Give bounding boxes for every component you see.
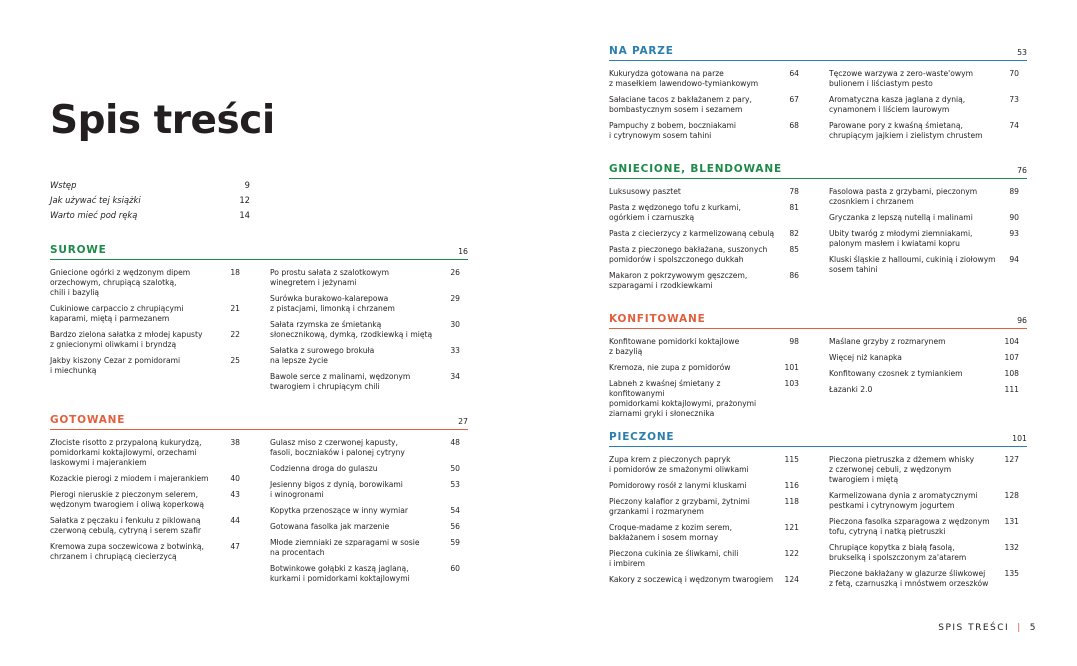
toc-entry[interactable] — [270, 522, 460, 532]
toc-column-left — [609, 69, 799, 147]
toc-entry[interactable] — [270, 320, 460, 340]
toc-entry-page: 29 — [450, 294, 460, 303]
toc-entry[interactable] — [270, 294, 460, 314]
page-footer — [938, 623, 1037, 633]
toc-entry-title: Surówka burakowo-kalarepowa z pistacjami, limonką i chrzanem — [270, 294, 395, 313]
toc-entry-page: 121 — [784, 523, 799, 532]
toc-entry-page: 89 — [1009, 187, 1019, 196]
toc-entry-page: 60 — [450, 564, 460, 573]
toc-entry-title: Croque-madame z kozim serem, bakłażanem i sosem mornay — [609, 523, 733, 542]
section-header[interactable] — [609, 163, 1027, 179]
toc-entry[interactable] — [609, 187, 799, 197]
toc-entry[interactable] — [50, 438, 240, 468]
section-page: 96 — [1017, 316, 1027, 325]
section-title: KONFITOWANE — [609, 313, 706, 325]
toc-entry-title: Sałatka z pęczaku i fenkułu z piklowaną czerwoną cebulą, cytryną i serem szafir — [50, 516, 201, 535]
toc-entry-title: Kremowa zupa soczewicowa z botwinką, chrzanem i chrupiącą ciecierzycą — [50, 542, 204, 561]
toc-entry-page: 53 — [450, 480, 460, 489]
toc-entry-title: Zupa krem z pieczonych papryk i pomidorów ze smażonymi oliwkami — [609, 455, 749, 474]
toc-entry[interactable] — [609, 575, 799, 585]
intro-list — [50, 178, 250, 223]
toc-entry-title: Jesienny bigos z dynią, borowikami i winogronami — [270, 480, 403, 499]
toc-entry-title: Po prostu sałata z szalotkowym winegretem i jeżynami — [270, 268, 390, 287]
toc-entry[interactable] — [609, 523, 799, 543]
toc-entry[interactable] — [50, 516, 240, 536]
section-page: 101 — [1012, 434, 1027, 443]
toc-entry[interactable] — [270, 268, 460, 288]
intro-item-page: 9 — [244, 180, 250, 190]
footer-divider: | — [1017, 623, 1022, 633]
toc-entry-title: Botwinkowe gołąbki z kaszą jaglaną, kurkami i pomidorkami koktajlowymi — [270, 564, 410, 583]
toc-entry[interactable] — [829, 255, 1019, 275]
intro-item[interactable] — [50, 178, 250, 193]
toc-entry[interactable] — [609, 337, 799, 357]
toc-entry-page: 85 — [789, 245, 799, 254]
toc-entry[interactable] — [50, 356, 240, 376]
toc-entry[interactable] — [609, 121, 799, 141]
toc-entry[interactable] — [829, 353, 1019, 363]
toc-entry-page: 56 — [450, 522, 460, 531]
toc-entry-title: Pieczone bakłażany w glazurze śliwkowej z fetą, czarnuszką i mnóstwem orzeszków — [829, 569, 989, 588]
section-page: 53 — [1017, 48, 1027, 57]
intro-item-label: Wstęp — [50, 180, 77, 190]
toc-entry[interactable] — [829, 229, 1019, 249]
toc-entry[interactable] — [829, 369, 1019, 379]
section-gniecione — [609, 163, 1027, 290]
toc-entry-page: 135 — [1004, 569, 1019, 578]
toc-entry-title: Cukiniowe carpaccio z chrupiącymi kaparami, miętą i parmezanem — [50, 304, 184, 323]
toc-entry[interactable] — [270, 372, 460, 392]
toc-entry-title: Gulasz miso z czerwonej kapusty, fasoli, boczniaków i palonej cytryny — [270, 438, 405, 457]
toc-entry[interactable] — [609, 271, 799, 291]
toc-entry-title: Parowane pory z kwaśną śmietaną, chrupiącym jajkiem i zielistym chrustem — [829, 121, 983, 140]
toc-entry-title: Więcej niż kanapka — [829, 353, 902, 362]
page-title: Spis treści — [50, 98, 275, 143]
toc-entry-title: Gniecione ogórki z wędzonym dipem orzechowym, chrupiącą szalotką, chili i bazylią — [50, 268, 191, 297]
toc-entry-title: Pomidorowy rosół z lanymi kluskami — [609, 481, 747, 490]
toc-entry-title: Aromatyczna kasza jaglana z dynią, cynamonem i liściem laurowym — [829, 95, 966, 114]
toc-column-right — [829, 187, 1019, 281]
toc-entry-page: 103 — [784, 379, 799, 388]
toc-entry-page: 111 — [1004, 385, 1019, 394]
section-title: NA PARZE — [609, 45, 674, 57]
toc-entry-title: Pasta z wędzonego tofu z kurkami, ogórkiem i czarnuszką — [609, 203, 741, 222]
toc-entry[interactable] — [270, 538, 460, 558]
toc-entry[interactable] — [609, 549, 799, 569]
toc-entry-title: Kopytka przenoszące w inny wymiar — [270, 506, 409, 515]
toc-entry-page: 47 — [230, 542, 240, 551]
toc-entry-page: 98 — [789, 337, 799, 346]
intro-item-label: Jak używać tej książki — [50, 195, 141, 205]
toc-entry-title: Sałatka z surowego brokuła na lepsze życie — [270, 346, 375, 365]
toc-entry-title: Tęczowe warzywa z zero-waste'owym bulionem i liściastym pesto — [829, 69, 974, 88]
toc-entry-page: 101 — [784, 363, 799, 372]
toc-entry[interactable] — [609, 363, 799, 373]
toc-entry[interactable] — [609, 69, 799, 89]
section-page: 16 — [458, 247, 468, 256]
toc-entry[interactable] — [609, 203, 799, 223]
toc-entry[interactable] — [829, 455, 1019, 485]
toc-entry[interactable] — [609, 379, 799, 419]
toc-entry[interactable] — [829, 517, 1019, 537]
toc-entry-page: 54 — [450, 506, 460, 515]
toc-entry-page: 25 — [230, 356, 240, 365]
toc-entry[interactable] — [270, 480, 460, 500]
toc-entry-title: Pieczony kalafior z grzybami, żytnimi grzankami i rozmarynem — [609, 497, 750, 516]
toc-entry-page: 38 — [230, 438, 240, 447]
section-title: GNIECIONE, BLENDOWANE — [609, 163, 782, 175]
section-title: PIECZONE — [609, 431, 675, 443]
section-surowe — [50, 244, 468, 391]
toc-entry[interactable] — [50, 330, 240, 350]
toc-entry-page: 104 — [1004, 337, 1019, 346]
toc-entry[interactable] — [50, 474, 240, 484]
section-header[interactable] — [50, 414, 468, 430]
toc-column-right — [270, 438, 460, 590]
section-na-parze — [609, 45, 1027, 140]
section-header[interactable] — [609, 313, 1027, 329]
toc-column-right — [829, 455, 1019, 595]
toc-entry-page: 22 — [230, 330, 240, 339]
toc-entry[interactable] — [609, 95, 799, 115]
section-header[interactable] — [50, 244, 468, 260]
toc-entry-title: Kukurydza gotowana na parze z masełkiem lawendowo-tymiankowym — [609, 69, 759, 88]
toc-entry-title: Gotowana fasolka jak marzenie — [270, 522, 390, 531]
toc-entry-title: Pasta z pieczonego bakłażana, suszonych pomidorów i spolszczonego dukkah — [609, 245, 768, 264]
intro-item-page: 12 — [239, 195, 250, 205]
toc-entry[interactable] — [829, 187, 1019, 207]
toc-entry-page: 33 — [450, 346, 460, 355]
toc-entry-page: 21 — [230, 304, 240, 313]
toc-entry-page: 59 — [450, 538, 460, 547]
toc-entry-title: Kozackie pierogi z miodem i majerankiem — [50, 474, 209, 483]
section-page: 76 — [1017, 166, 1027, 175]
toc-entry[interactable] — [609, 455, 799, 475]
toc-entry-page: 118 — [784, 497, 799, 506]
toc-entry[interactable] — [609, 229, 799, 239]
toc-entry-title: Maślane grzyby z rozmarynem — [829, 337, 946, 346]
toc-entry-title: Kluski śląskie z halloumi, cukinią i ziołowym sosem tahini — [829, 255, 996, 274]
toc-entry[interactable] — [50, 542, 240, 562]
toc-entry-title: Konfitowane pomidorki koktajlowe z bazylią — [609, 337, 740, 356]
toc-entry-page: 116 — [784, 481, 799, 490]
toc-column-left — [50, 438, 240, 568]
intro-item-label: Warto mieć pod ręką — [50, 210, 138, 220]
toc-entry-page: 107 — [1004, 353, 1019, 362]
toc-entry-page: 18 — [230, 268, 240, 277]
toc-entry-title: Kremoza, nie zupa z pomidorów — [609, 363, 731, 372]
toc-entry[interactable] — [829, 543, 1019, 563]
toc-entry-title: Labneh z kwaśnej śmietany z konfitowanymi pomidorkami koktajlowymi, prażonymi ziarnami gryki i słonecznika — [609, 379, 757, 418]
toc-entry-page: 81 — [789, 203, 799, 212]
toc-entry[interactable] — [270, 464, 460, 474]
toc-entry-title: Pasta z ciecierzycy z karmelizowaną cebulą — [609, 229, 775, 238]
toc-entry-title: Luksusowy pasztet — [609, 187, 681, 196]
toc-entry[interactable] — [609, 245, 799, 265]
section-gotowane — [50, 414, 468, 583]
toc-entry[interactable] — [270, 564, 460, 584]
section-title: GOTOWANE — [50, 414, 126, 426]
toc-entry-page: 74 — [1009, 121, 1019, 130]
footer-label: SPIS TREŚCI — [938, 623, 1010, 633]
toc-entry-title: Pampuchy z bobem, boczniakami i cytrynowym sosem tahini — [609, 121, 737, 140]
toc-entry[interactable] — [829, 491, 1019, 511]
toc-column-left — [50, 268, 240, 382]
toc-entry[interactable] — [270, 506, 460, 516]
toc-entry-title: Ubity twaróg z młodymi ziemniakami, palonym masłem i kwiatami kopru — [829, 229, 973, 248]
toc-entry-page: 50 — [450, 464, 460, 473]
toc-column-left — [609, 455, 799, 591]
toc-entry[interactable] — [829, 95, 1019, 115]
toc-entry-title: Pieczona cukinia ze śliwkami, chili i imbirem — [609, 549, 739, 568]
toc-entry-title: Sałaciane tacos z bakłażanem z pary, bombastycznym sosem i sezamem — [609, 95, 752, 114]
intro-item-page: 14 — [239, 210, 250, 220]
toc-entry-page: 30 — [450, 320, 460, 329]
section-page: 27 — [458, 417, 468, 426]
toc-column-right — [829, 69, 1019, 147]
toc-entry[interactable] — [829, 121, 1019, 141]
toc-column-left — [609, 337, 799, 425]
toc-entry-page: 40 — [230, 474, 240, 483]
toc-entry-page: 44 — [230, 516, 240, 525]
section-pieczone — [609, 431, 1027, 588]
toc-entry-page: 86 — [789, 271, 799, 280]
toc-entry-title: Bardzo zielona sałatka z młodej kapusty z gniecionymi oliwkami i bryndzą — [50, 330, 203, 349]
toc-entry-title: Konfitowany czosnek z tymiankiem — [829, 369, 963, 378]
toc-entry-page: 132 — [1004, 543, 1019, 552]
toc-entry-page: 26 — [450, 268, 460, 277]
toc-column-right — [270, 268, 460, 398]
toc-entry[interactable] — [270, 438, 460, 458]
toc-entry-title: Młode ziemniaki ze szparagami w sosie na procentach — [270, 538, 420, 557]
toc-entry-title: Makaron z pokrzywowym gęszczem, szparagami i rzodkiewkami — [609, 271, 748, 290]
intro-item[interactable] — [50, 193, 250, 208]
toc-entry[interactable] — [829, 213, 1019, 223]
toc-entry-page: 94 — [1009, 255, 1019, 264]
toc-entry-page: 115 — [784, 455, 799, 464]
toc-entry[interactable] — [609, 497, 799, 517]
toc-entry[interactable] — [829, 337, 1019, 347]
toc-entry[interactable] — [50, 304, 240, 324]
toc-entry-title: Sałata rzymska ze śmietanką słonecznikową, dymką, rzodkiewką i miętą — [270, 320, 433, 339]
section-title: SUROWE — [50, 244, 107, 256]
toc-column-left — [609, 187, 799, 297]
footer-page-number: 5 — [1029, 623, 1037, 633]
toc-entry[interactable] — [609, 481, 799, 491]
toc-entry-title: Pieczona fasolka szparagowa z wędzonym tofu, cytryną i natką pietruszki — [829, 517, 990, 536]
section-header[interactable] — [609, 45, 1027, 61]
toc-entry-title: Łazanki 2.0 — [829, 385, 873, 394]
toc-entry[interactable] — [829, 569, 1019, 589]
toc-entry-page: 93 — [1009, 229, 1019, 238]
toc-entry-page: 122 — [784, 549, 799, 558]
toc-entry-page: 82 — [789, 229, 799, 238]
toc-entry-title: Chrupiące kopytka z białą fasolą, brukselką i spolszczonym za'atarem — [829, 543, 967, 562]
toc-entry[interactable] — [50, 490, 240, 510]
toc-entry-page: 90 — [1009, 213, 1019, 222]
toc-entry-page: 128 — [1004, 491, 1019, 500]
toc-entry-title: Złociste risotto z przypaloną kukurydzą, pomidorkami koktajlowymi, orzechami laskowymi i majerankiem — [50, 438, 202, 467]
toc-entry-title: Fasolowa pasta z grzybami, pieczonym czosnkiem i chrzanem — [829, 187, 978, 206]
toc-entry-page: 67 — [789, 95, 799, 104]
toc-entry-page: 34 — [450, 372, 460, 381]
toc-entry-page: 78 — [789, 187, 799, 196]
toc-entry-page: 43 — [230, 490, 240, 499]
toc-entry-page: 68 — [789, 121, 799, 130]
toc-column-right — [829, 337, 1019, 401]
toc-entry-page: 64 — [789, 69, 799, 78]
toc-entry-page: 70 — [1009, 69, 1019, 78]
toc-entry-page: 48 — [450, 438, 460, 447]
toc-entry-page: 124 — [784, 575, 799, 584]
toc-entry-title: Jakby kiszony Cezar z pomidorami i miechunką — [50, 356, 181, 375]
toc-entry-title: Pierogi nieruskie z pieczonym selerem, wędzonym twarogiem i oliwą koperkową — [50, 490, 204, 509]
toc-entry[interactable] — [270, 346, 460, 366]
section-konfitowane — [609, 313, 1027, 418]
toc-entry[interactable] — [829, 69, 1019, 89]
toc-entry-page: 131 — [1004, 517, 1019, 526]
toc-entry-title: Karmelizowana dynia z aromatycznymi pestkami i cytrynowym jogurtem — [829, 491, 978, 510]
toc-entry-page: 108 — [1004, 369, 1019, 378]
section-header[interactable] — [609, 431, 1027, 447]
toc-entry-title: Pieczona pietruszka z dżemem whisky z czerwonej cebuli, z wędzonym twarogiem i miętą — [829, 455, 975, 484]
intro-item[interactable] — [50, 208, 250, 223]
toc-entry-title: Kakory z soczewicą i wędzonym twarogiem — [609, 575, 774, 584]
toc-entry-title: Codzienna droga do gulaszu — [270, 464, 378, 473]
toc-entry[interactable] — [50, 268, 240, 298]
toc-entry[interactable] — [829, 385, 1019, 395]
toc-entry-page: 127 — [1004, 455, 1019, 464]
toc-entry-title: Bawole serce z malinami, wędzonym twarogiem i chrupiącym chili — [270, 372, 411, 391]
toc-entry-title: Gryczanka z lepszą nutellą i malinami — [829, 213, 973, 222]
toc-entry-page: 73 — [1009, 95, 1019, 104]
